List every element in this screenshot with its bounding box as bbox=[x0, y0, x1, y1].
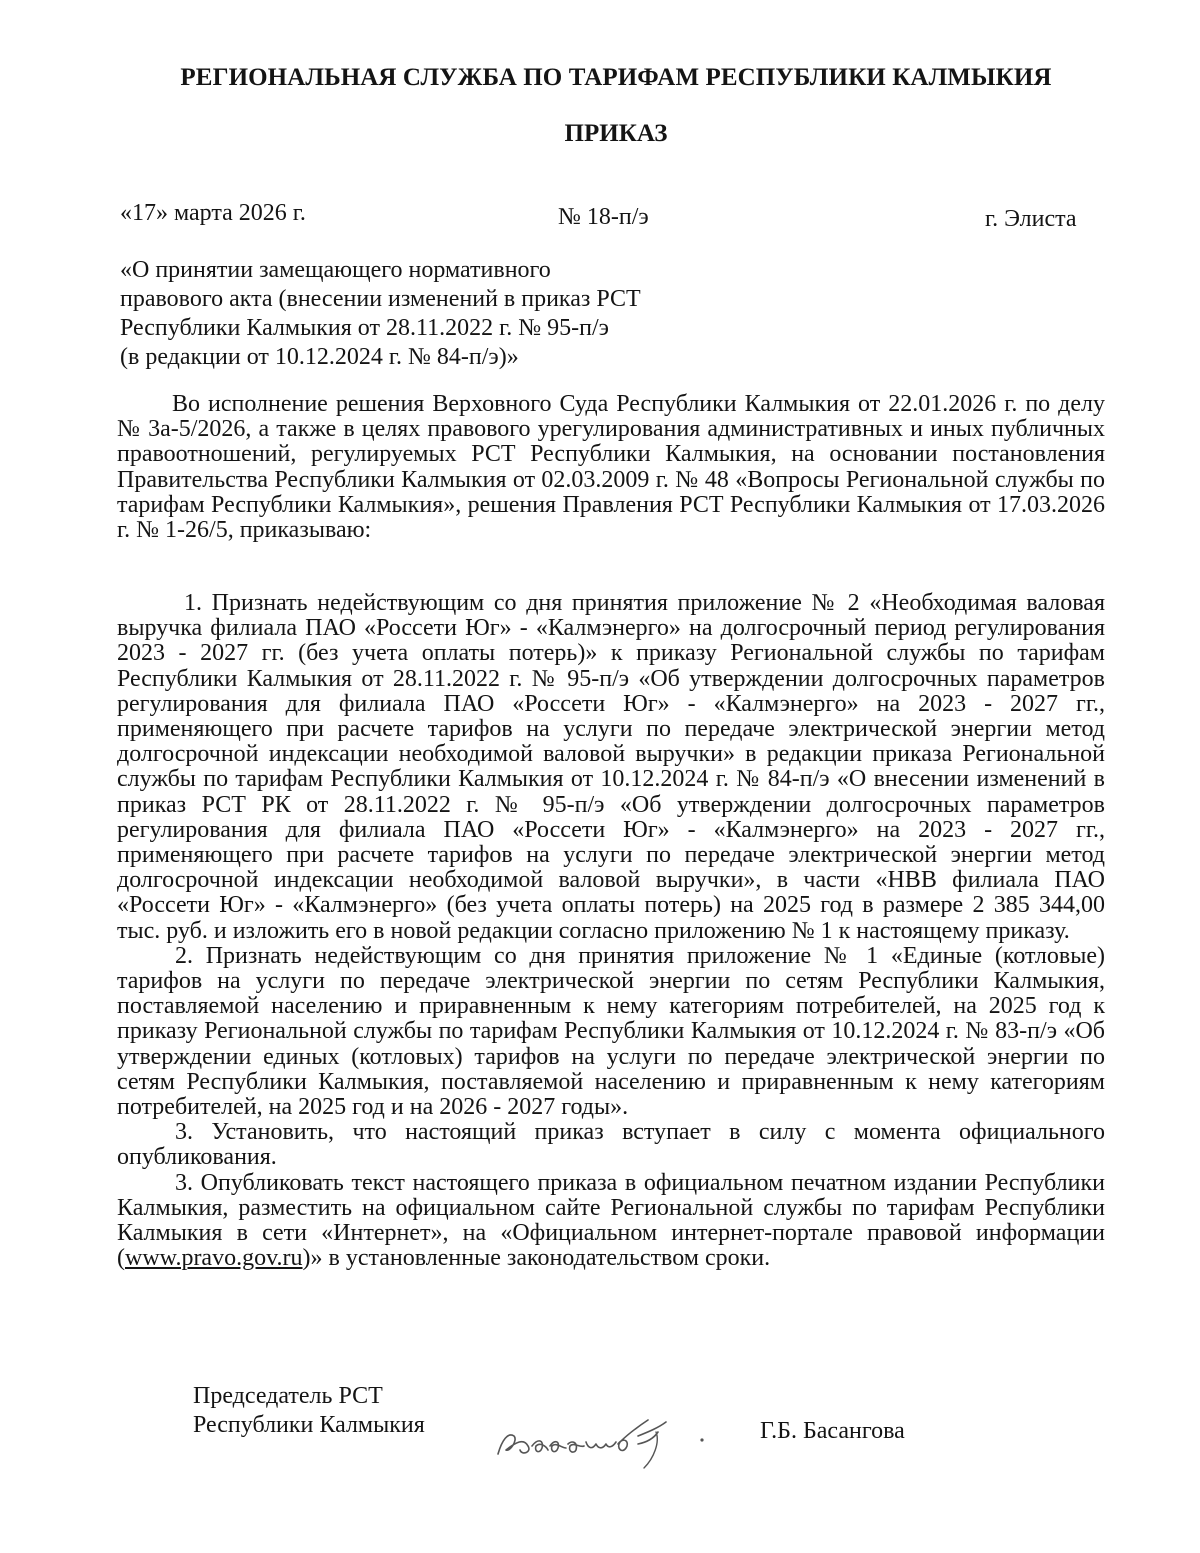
order-city: г. Элиста bbox=[985, 206, 1077, 232]
order-item-2: 2. Признать недействующим со дня принятия приложение № 1 «Единые (котловые) тарифов на услуги по передаче электрической энергии по сетям Республики Калмыкия, поставляемой населению и приравненным к нему категориям потребителей, на 2025 год к приказу Региональной службы по тарифам Республики Калмыкия от 10.12.2024 г. № 83-п/э «Об утверждении единых (котловых) тарифов на услуги по передаче электрической энергии по сетям Республики Калмыкия, поставляемой населению и приравненным к нему категориям потребителей, на 2025 год и на 2026 - 2027 годы». bbox=[117, 942, 1105, 1121]
handwritten-signature bbox=[488, 1402, 718, 1472]
order-item-4 bbox=[117, 1171, 1105, 1272]
order-subject bbox=[120, 256, 680, 372]
signatory-position bbox=[193, 1382, 425, 1440]
preamble-paragraph: Во исполнение решения Верховного Суда Республики Калмыкия от 22.01.2026 г. по делу № 3а-5/2026, а также в целях правового урегулирования административных и иных публичных правоотношений, регулируемых РСТ Республики Калмыкия, на основании постановления Правительства Республики Калмыкия от 02.03.2009 г. № 48 «Вопросы Региональной службы по тарифам Республики Калмыкия», решения Правления РСТ Республики Калмыкия от 17.03.2026 г. № 1-26/5, приказываю: bbox=[117, 391, 1105, 544]
order-date: «17» марта 2026 г. bbox=[120, 200, 306, 226]
signer-name: Г.Б. Басангова bbox=[760, 1418, 905, 1444]
order-number: № 18-п/э bbox=[558, 204, 649, 230]
subject-line: (в редакции от 10.12.2024 г. № 84-п/э)» bbox=[120, 344, 519, 370]
organization-title: РЕГИОНАЛЬНАЯ СЛУЖБА ПО ТАРИФАМ РЕСПУБЛИКИ КАЛМЫКИЯ bbox=[180, 64, 1052, 91]
subject-line: правового акта (внесении изменений в приказ РСТ bbox=[120, 286, 641, 312]
item-4-text-start: 3. Опубликовать текст настоящего приказа в официальном печатном издании Республики Калмыкия, разместить на официальном сайте Региональной службы по тарифам Республики Калмыкия в сети «Интернет», на «Официальном интернет-портале правовой информации ( bbox=[117, 1169, 1105, 1272]
position-line: Республики Калмыкия bbox=[193, 1412, 425, 1438]
subject-line: Республики Калмыкия от 28.11.2022 г. № 95-п/э bbox=[120, 315, 609, 341]
document-type: ПРИКАЗ bbox=[564, 120, 668, 147]
order-item-1: 1. Признать недействующим со дня принятия приложение № 2 «Необходимая валовая выручка филиала ПАО «Россети Юг» - «Калмэнерго» на долгосрочный период регулирования 2023 - 2027 гг. (без учета оплаты потерь)» к приказу Региональной службы по тарифам Республики Калмыкия от 28.11.2022 г. № 95-п/э «Об утверждении долгосрочных параметров регулирования для филиала ПАО «Россети Юг» - «Калмэнерго» на 2023 - 2027 гг., применяющего при расчете тарифов на услуги по передаче электрической энергии метод долгосрочной индексации необходимой валовой выручки» в редакции приказа Региональной службы по тарифам Республики Калмыкия от 10.12.2024 г. № 84-п/э «О внесении изменений в приказ РСТ РК от 28.11.2022 г. № 95-п/э «Об утверждении долгосрочных параметров регулирования для филиала ПАО «Россети Юг» - «Калмэнерго» на 2023 - 2027 гг., применяющего при расчете тарифов на услуги по передаче электрической энергии метод долгосрочной индексации необходимой валовой выручки», в части «НВВ филиала ПАО «Россети Юг» - «Калмэнерго» (без учета оплаты потерь) на 2025 год в размере 2 385 344,00 тыс. руб. и изложить его в новой редакции согласно приложению № 1 к настоящему приказу. bbox=[117, 590, 1105, 944]
order-item-3: 3. Установить, что настоящий приказ вступает в силу с момента официального опубликования. bbox=[117, 1119, 1105, 1171]
order-items bbox=[117, 591, 1105, 1271]
position-line: Председатель РСТ bbox=[193, 1383, 383, 1409]
pravo-gov-link[interactable]: www.pravo.gov.ru bbox=[125, 1245, 303, 1272]
item-4-text-end: )» в установленные законодательством сроки. bbox=[302, 1245, 771, 1272]
subject-line: «О принятии замещающего нормативного bbox=[120, 257, 551, 283]
